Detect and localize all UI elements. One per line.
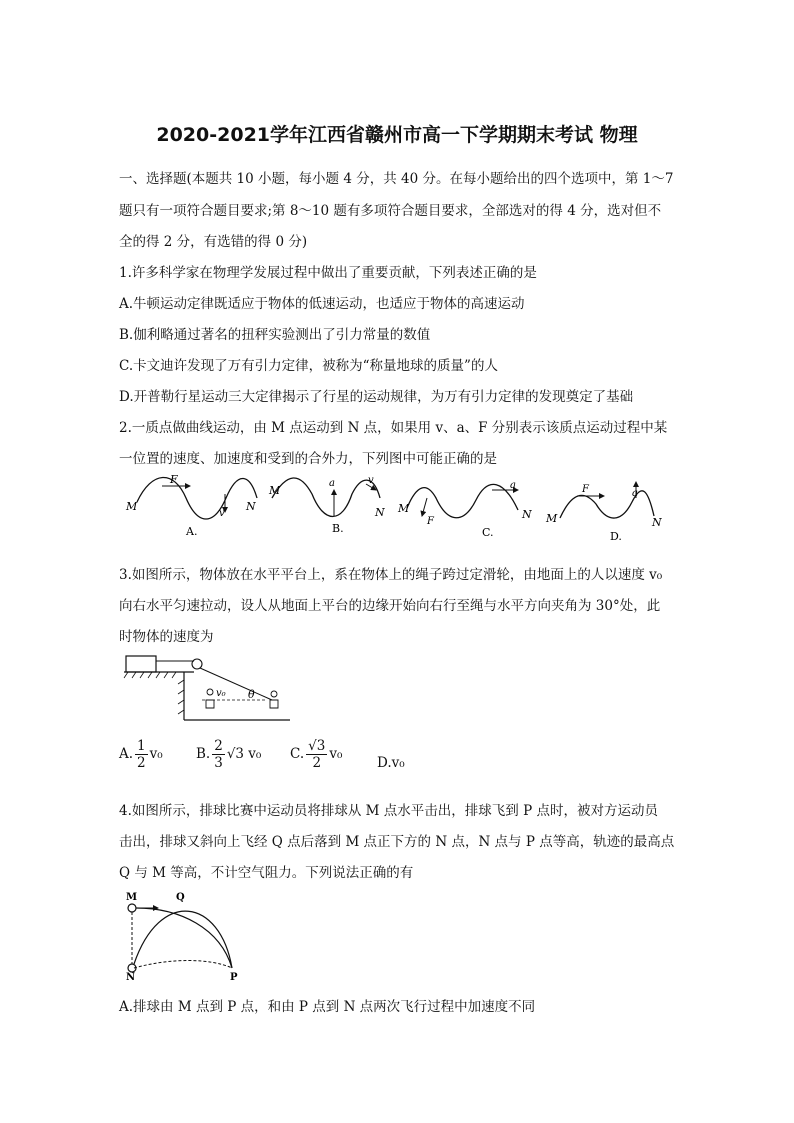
- q2-d-label: D.: [610, 530, 622, 542]
- q1-option-a: A.牛顿运动定律既适应于物体的低速运动，也适应于物体的高速运动: [119, 296, 525, 312]
- q4-figure: [120, 888, 250, 980]
- section-instructions-line-1: 一、选择题(本题共 10 小题，每小题 4 分，共 40 分。在每小题给出的四个选项中，第 1～7: [119, 171, 674, 187]
- q1-option-c: C.卡文迪许发现了万有引力定律，被称为“称量地球的质量”的人: [119, 358, 498, 374]
- q2-stem-line-1: 2.一质点做曲线运动，由 M 点运动到 N 点，如果用 v、a、F 分别表示该质点运动过程中某: [119, 420, 668, 436]
- q2-d-vec1: F: [582, 484, 589, 495]
- q4-label-m: M: [126, 892, 138, 903]
- q2-d-m: M: [546, 512, 558, 525]
- section-instructions-line-2: 题只有一项符合题目要求;第 8～10 题有多项符合题目要求，全部选对的得 4 分，选对但不: [119, 203, 662, 219]
- q3-stem-line-3: 时物体的速度为: [119, 629, 214, 645]
- q3-angle-label: θ: [248, 688, 255, 701]
- q4-option-a: A.排球由 M 点到 P 点，和由 P 点到 N 点两次飞行过程中加速度不同: [119, 999, 536, 1015]
- q2-c-m: M: [398, 502, 410, 515]
- q3-stem-line-2: 向右水平匀速拉动，设人从地面上平台的边缘开始向右行至绳与水平方向夹角为 30°处，此: [119, 598, 661, 614]
- q4-label-q: Q: [176, 892, 185, 903]
- q1-option-b: B.伽利略通过著名的扭秤实验测出了引力常量的数值: [119, 327, 431, 343]
- q4-stem-line-2: 击出，排球又斜向上飞经 Q 点后落到 M 点正下方的 N 点，N 点与 P 点等高，轨迹的最高点: [119, 834, 675, 850]
- q3-block: [126, 656, 156, 672]
- q2-d-vec2: a: [632, 488, 638, 499]
- q4-stem-line-3: Q 与 M 等高，不计空气阻力。下列说法正确的有: [119, 865, 414, 881]
- q1-option-d: D.开普勒行星运动三大定律揭示了行星的运动规律，为万有引力定律的发现奠定了基础: [119, 389, 634, 405]
- q4-stem-line-1: 4.如图所示，排球比赛中运动员将排球从 M 点水平击出，排球飞到 P 点时，被对方运动员: [119, 803, 658, 819]
- q2-figure-b: [268, 475, 385, 535]
- q3-figure: [122, 650, 294, 726]
- q3-stem-line-1: 3.如图所示，物体放在水平平台上，系在物体上的绳子跨过定滑轮，由地面上的人以速度 v₀: [119, 567, 663, 583]
- q3-pulley: [192, 659, 202, 669]
- q4-ball-m: [128, 904, 136, 912]
- q4-label-p: P: [230, 972, 238, 980]
- q3-option-d: D.v₀: [377, 755, 405, 771]
- q2-b-m: M: [269, 484, 281, 497]
- q2-figure-a: [125, 474, 257, 538]
- q2-stem-line-2: 一位置的速度、加速度和受到的合外力，下列图中可能正确的是: [119, 451, 497, 467]
- q2-c-vec1: F: [427, 516, 434, 527]
- q3-option-c: C. $\frac{√3}{2}$ v₀: [290, 738, 343, 771]
- q2-c-label: C.: [482, 526, 494, 539]
- q3-option-b: B. $\frac{2}{3}$ √3 v₀: [196, 738, 262, 771]
- q2-a-m: M: [126, 500, 138, 513]
- q2-a-vec1: F: [170, 474, 178, 486]
- q2-c-n: N: [522, 508, 532, 521]
- q2-figures: [122, 474, 682, 542]
- q1-stem: 1.许多科学家在物理学发展过程中做出了重要贡献，下列表述正确的是: [119, 265, 537, 281]
- q2-d-n: N: [652, 516, 662, 529]
- q2-c-vec2: a: [510, 480, 516, 491]
- page-title: 2020-2021学年江西省赣州市高一下学期期末考试 物理: [156, 124, 638, 146]
- q2-a-vec2: v: [219, 508, 225, 519]
- q2-figure-c: [397, 480, 532, 539]
- q2-a-n: N: [246, 500, 256, 513]
- q2-figure-d: [545, 482, 662, 542]
- q3-velocity-label: v₀: [216, 688, 226, 699]
- q2-b-vec1: a: [329, 478, 335, 489]
- q4-label-n: N: [126, 972, 136, 980]
- q2-b-n: N: [375, 506, 385, 519]
- q3-option-a: A. $\frac{1}{2}$ v₀: [119, 738, 163, 771]
- q2-a-label: A.: [186, 525, 198, 538]
- q2-b-label: B.: [332, 522, 344, 535]
- section-instructions-line-3: 全的得 2 分，有选错的得 0 分): [119, 234, 308, 250]
- q2-b-vec2: v: [368, 475, 374, 486]
